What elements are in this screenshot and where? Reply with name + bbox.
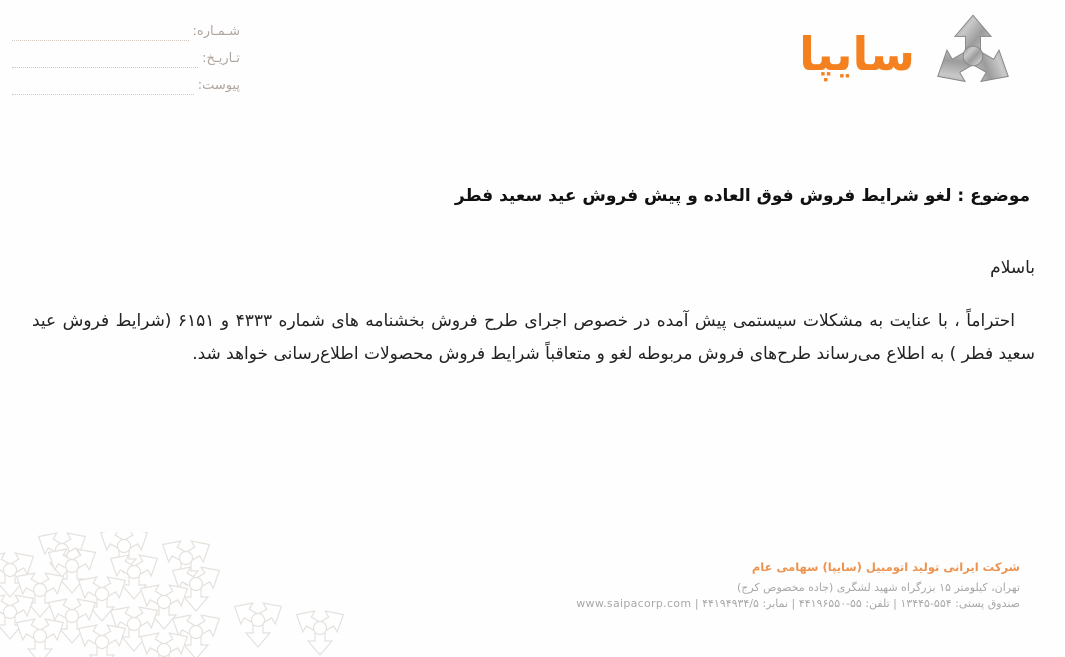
letter-body xyxy=(32,305,1035,371)
body-line-2: فروش عید سعید فطر ) به اطلاع می‌رساند طرح‌های فروش مربوطه لغو و متعاقباً شرایط فروش محصولات اطلاع‌رسانی خواهد شد. xyxy=(32,311,1035,364)
body-line-1: احتراماً ، با عنایت به مشکلات سیستمی پیش آمده در خصوص اجرای طرح فروش بخشنامه های شماره ۴۳۳۳ و ۶۱۵۱ (شرایط xyxy=(115,311,1015,331)
saipa-emblem-icon xyxy=(923,10,1023,102)
footer-contact-line: صندوق پستی: ۵۵۴-۱۳۴۴۵ | تلفن: ۵۵-۴۴۱۹۶۵۵۰ | نمابر: ۴۴۱۹۴۹۳۴/۵ | www.saipacorp.com xyxy=(576,597,1020,610)
number-field-line xyxy=(12,26,189,41)
date-field-label: تـاریـخ: xyxy=(202,51,240,66)
form-row-date xyxy=(12,41,240,68)
form-row-number xyxy=(12,14,240,41)
footer-address: تهران، کیلومتر ۱۵ بزرگراه شهید لشگری (جاده مخصوص کرج) xyxy=(736,581,1020,594)
attachment-field-line xyxy=(12,80,194,95)
attachment-field-label: پیوست: xyxy=(197,78,240,93)
subject-line: موضوع : لغو شرایط فروش فوق العاده و پیش فروش عید سعید فطر xyxy=(454,186,1030,206)
salutation: باسلام xyxy=(990,258,1035,278)
form-row-attachment xyxy=(12,68,240,95)
date-field-line xyxy=(12,53,198,68)
saipa-wordmark: سایپا xyxy=(799,27,915,81)
footer-company-name: شرکت ایرانی تولید اتومبیل (سایپا) سهامی عام xyxy=(751,560,1020,574)
registry-form xyxy=(12,14,240,95)
number-field-label: شـمـاره: xyxy=(192,24,240,39)
saipa-pattern-watermark xyxy=(0,532,360,657)
